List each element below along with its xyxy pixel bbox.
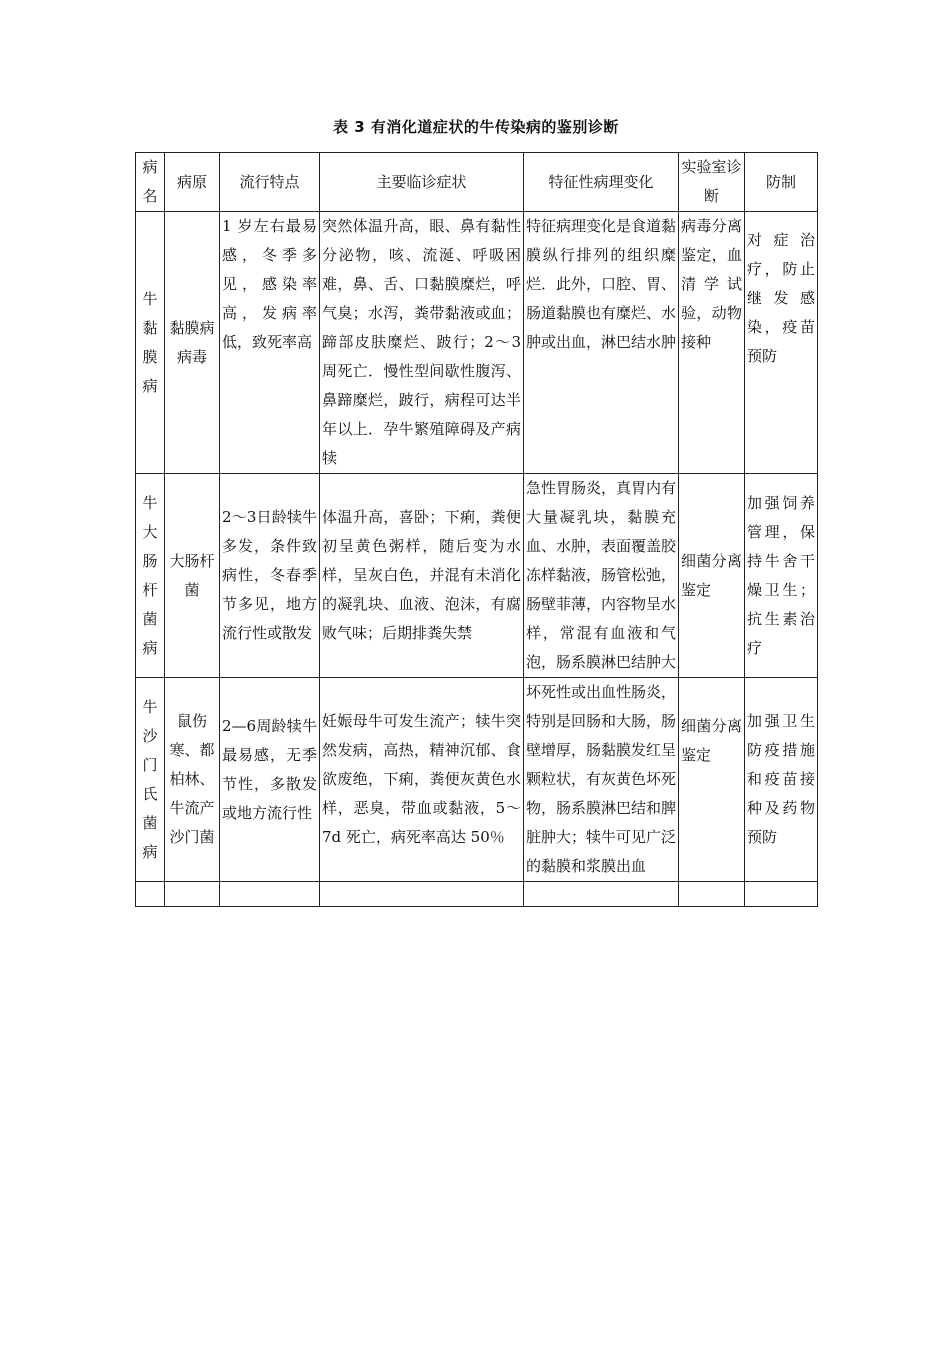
header-pathology: 特征性病理变化 (524, 153, 679, 212)
symptoms-cell: 妊娠母牛可发生流产；犊牛突然发病，高热，精神沉郁、食欲废绝，下痢，粪便灰黄色水样，恶臭，带血或黏液，5～7d 死亡，病死率高达 50％ (320, 678, 524, 882)
empty-cell (524, 882, 679, 907)
header-symptoms: 主要临诊症状 (320, 153, 524, 212)
prevention-cell: 对症治疗，防止继发感染，疫苗预防 (745, 212, 818, 474)
disease-cell: 牛大肠杆菌病 (136, 474, 165, 678)
header-disease: 病名 (136, 153, 165, 212)
table-row (136, 678, 818, 882)
header-prevention: 防制 (745, 153, 818, 212)
table-title: 表 3 有消化道症状的牛传染病的鉴别诊断 (333, 118, 619, 136)
pathology-cell: 急性胃肠炎，真胃内有大量凝乳块，黏膜充血、水肿，表面覆盖胶冻样黏液，肠管松弛，肠壁菲薄，内容物呈水样，常混有血液和气泡，肠系膜淋巴结肿大 (524, 474, 679, 678)
differential-diagnosis-table (135, 152, 818, 907)
empty-cell (320, 882, 524, 907)
lab-diagnosis-cell: 病毒分离 鉴定，血清学试验，动物接种 (679, 212, 745, 474)
header-pathogen: 病原 (165, 153, 220, 212)
lab-diagnosis-cell: 细菌分离鉴定 (679, 678, 745, 882)
empty-cell (220, 882, 320, 907)
pathogen-cell: 鼠伤寒、都柏林、牛流产沙门菌 (165, 678, 220, 882)
pathogen-cell: 大肠杆菌 (165, 474, 220, 678)
disease-cell: 牛沙门氏菌病 (136, 678, 165, 882)
lab-diagnosis-cell: 细菌分离鉴定 (679, 474, 745, 678)
empty-cell (165, 882, 220, 907)
pathogen-cell: 黏膜病病毒 (165, 212, 220, 474)
header-epidemiology: 流行特点 (220, 153, 320, 212)
table-row (136, 212, 818, 474)
pathology-cell: 坏死性或出血性肠炎，特别是回肠和大肠，肠壁增厚，肠黏膜发红呈颗粒状，有灰黄色坏死物，肠系膜淋巴结和脾脏肿大；犊牛可见广泛的黏膜和浆膜出血 (524, 678, 679, 882)
table-row (136, 474, 818, 678)
empty-cell (136, 882, 165, 907)
empty-cell (745, 882, 818, 907)
pathology-cell: 特征病理变化是食道黏膜纵行排列的组织糜烂．此外，口腔、胃、肠道黏膜也有糜烂、水肿或出血，淋巴结水肿 (524, 212, 679, 474)
header-row (136, 153, 818, 212)
prevention-cell: 加强卫生防疫措施和疫苗接种及药物预防 (745, 678, 818, 882)
symptoms-cell: 突然体温升高，眼、鼻有黏性分泌物，咳、流涎、呼吸困难，鼻、舌、口黏膜糜烂，呼气臭；水泻，粪带黏液或血；蹄部皮肤糜烂、跛行；2～3 周死亡．慢性型间歇性腹泻、鼻蹄糜烂，跛行，病程可达半年以上．孕牛繁殖障碍及产病犊 (320, 212, 524, 474)
epidemiology-cell: 2～3日龄犊牛多发，条件致病性，冬春季节多见，地方流行性或散发 (220, 474, 320, 678)
empty-cell (679, 882, 745, 907)
prevention-cell: 加强饲养管理，保持牛舍干燥卫生；抗生素治疗 (745, 474, 818, 678)
epidemiology-cell: 1 岁左右最易感，冬季多见，感染率高，发病率低，致死率高 (220, 212, 320, 474)
epidemiology-cell: 2—6周龄犊牛最易感，无季节性，多散发或地方流行性 (220, 678, 320, 882)
header-lab-diagnosis: 实验室诊 断 (679, 153, 745, 212)
empty-row (136, 882, 818, 907)
disease-cell: 牛黏膜病 (136, 212, 165, 474)
symptoms-cell: 体温升高，喜卧；下痢，粪便初呈黄色粥样，随后变为水样，呈灰白色，并混有未消化的凝乳块、血液、泡沫，有腐败气味；后期排粪失禁 (320, 474, 524, 678)
